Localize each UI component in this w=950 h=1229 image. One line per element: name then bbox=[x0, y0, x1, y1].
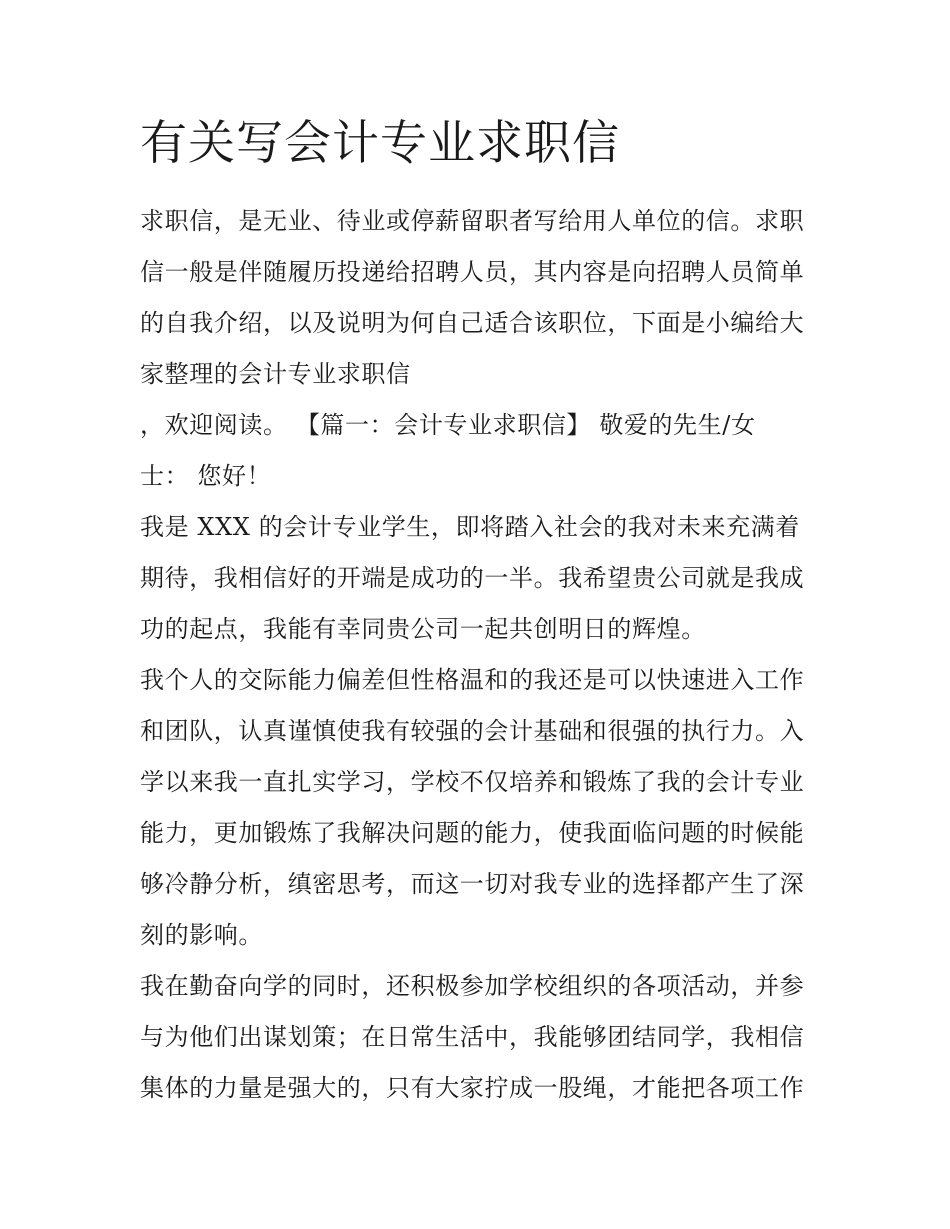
body-line-8: 期待，我相信好的开端是成功的一半。我希望贵公司就是我成 bbox=[140, 564, 805, 592]
body-line-13: 能力，更加锻炼了我解决问题的能力，使我面临问题的时候能 bbox=[140, 819, 805, 847]
body-line-14: 够冷静分析，缜密思考，而这一切对我专业的选择都产生了深 bbox=[140, 870, 805, 898]
body-line-16: 我在勤奋向学的同时，还积极参加学校组织的各项活动，并参 bbox=[140, 972, 805, 1000]
body-line-3: 的自我介绍，以及说明为何自己适合该职位，下面是小编给大 bbox=[140, 309, 805, 337]
body-line-6: 士： 您好！ bbox=[140, 462, 272, 490]
body-line-10: 我个人的交际能力偏差但性格温和的我还是可以快速进入工作 bbox=[140, 666, 805, 694]
body-line-11: 和团队，认真谨慎使我有较强的会计基础和很强的执行力。入 bbox=[140, 717, 805, 745]
body-line-7: 我是 XXX 的会计专业学生，即将踏入社会的我对未来充满着 bbox=[140, 513, 800, 541]
body-line-9: 功的起点，我能有幸同贵公司一起共创明日的辉煌。 bbox=[140, 615, 706, 643]
document-title: 有关写会计专业求职信 bbox=[140, 116, 620, 171]
body-line-5: ，欢迎阅读。 【篇一：会计专业求职信】 敬爱的先生/女 bbox=[140, 411, 756, 439]
body-line-15: 刻的影响。 bbox=[140, 921, 263, 949]
body-line-2: 信一般是伴随履历投递给招聘人员，其内容是向招聘人员简单 bbox=[140, 258, 805, 286]
body-line-18: 集体的力量是强大的，只有大家拧成一股绳，才能把各项工作 bbox=[140, 1074, 805, 1102]
body-line-17: 与为他们出谋划策；在日常生活中，我能够团结同学，我相信 bbox=[140, 1023, 805, 1051]
body-line-12: 学以来我一直扎实学习，学校不仅培养和锻炼了我的会计专业 bbox=[140, 768, 805, 796]
body-line-1: 求职信，是无业、待业或停薪留职者写给用人单位的信。求职 bbox=[140, 207, 805, 235]
body-line-4: 家整理的会计专业求职信 bbox=[140, 360, 411, 388]
